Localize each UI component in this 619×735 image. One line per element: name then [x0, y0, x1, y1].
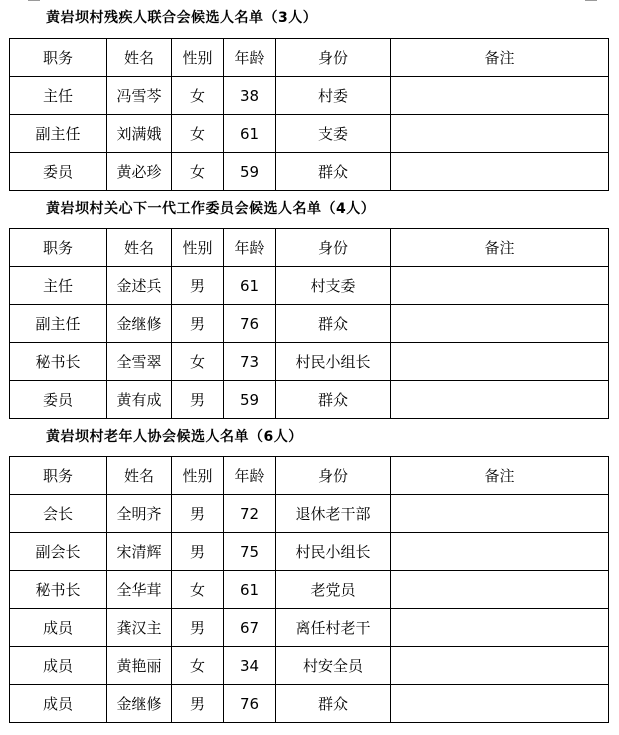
cell-position: 成员 [10, 609, 107, 647]
cell-position: 秘书长 [10, 571, 107, 609]
header-cell-gender: 性别 [172, 457, 224, 495]
cell-position: 主任 [10, 77, 107, 115]
cell-identity: 退休老干部 [276, 495, 391, 533]
cell-age: 73 [224, 343, 276, 381]
header-cell-gender: 性别 [172, 229, 224, 267]
cell-identity: 支委 [276, 115, 391, 153]
cell-name: 黄必珍 [107, 153, 172, 191]
table-row [10, 77, 609, 115]
header-cell-name: 姓名 [107, 229, 172, 267]
cell-gender: 女 [172, 115, 224, 153]
cell-identity: 群众 [276, 305, 391, 343]
cell-position: 秘书长 [10, 343, 107, 381]
cell-name: 全雪翠 [107, 343, 172, 381]
cell-identity: 村民小组长 [276, 343, 391, 381]
cell-gender: 男 [172, 533, 224, 571]
cell-name: 金继修 [107, 685, 172, 723]
cell-position: 主任 [10, 267, 107, 305]
cell-position: 副主任 [10, 305, 107, 343]
header-cell-remarks: 备注 [391, 457, 609, 495]
section-title-youth-care-committee: 黄岩坝村关心下一代工作委员会候选人名单（4人） [46, 201, 376, 217]
header-cell-identity: 身份 [276, 457, 391, 495]
table-header-row [10, 229, 609, 267]
table-row [10, 685, 609, 723]
cell-identity: 群众 [276, 381, 391, 419]
cell-remarks [391, 267, 609, 305]
cell-identity: 群众 [276, 153, 391, 191]
cell-gender: 男 [172, 495, 224, 533]
cell-remarks [391, 647, 609, 685]
table-elderly-association [9, 456, 609, 723]
header-cell-position: 职务 [10, 39, 107, 77]
table-row [10, 153, 609, 191]
cell-name: 刘满娥 [107, 115, 172, 153]
cell-position: 成员 [10, 685, 107, 723]
table-row [10, 305, 609, 343]
cell-gender: 女 [172, 343, 224, 381]
header-cell-name: 姓名 [107, 457, 172, 495]
cell-name: 全华茸 [107, 571, 172, 609]
table-row [10, 533, 609, 571]
header-cell-position: 职务 [10, 457, 107, 495]
cell-position: 会长 [10, 495, 107, 533]
table-header-row [10, 457, 609, 495]
cell-gender: 女 [172, 153, 224, 191]
table-youth-care-committee [9, 228, 609, 419]
cell-remarks [391, 609, 609, 647]
cell-gender: 男 [172, 267, 224, 305]
cell-remarks [391, 533, 609, 571]
cell-position: 副会长 [10, 533, 107, 571]
cell-gender: 男 [172, 305, 224, 343]
cell-gender: 男 [172, 609, 224, 647]
cell-identity: 村安全员 [276, 647, 391, 685]
table-row [10, 609, 609, 647]
header-cell-age: 年龄 [224, 229, 276, 267]
cell-position: 副主任 [10, 115, 107, 153]
cell-age: 76 [224, 305, 276, 343]
header-cell-age: 年龄 [224, 39, 276, 77]
cell-name: 全明齐 [107, 495, 172, 533]
table-row [10, 343, 609, 381]
cell-age: 61 [224, 115, 276, 153]
table-row [10, 267, 609, 305]
cell-age: 61 [224, 267, 276, 305]
cell-gender: 女 [172, 647, 224, 685]
table-header-row [10, 39, 609, 77]
cell-identity: 村委 [276, 77, 391, 115]
cell-name: 黄艳丽 [107, 647, 172, 685]
header-cell-position: 职务 [10, 229, 107, 267]
cell-age: 67 [224, 609, 276, 647]
cell-remarks [391, 571, 609, 609]
cell-remarks [391, 343, 609, 381]
cell-name: 金继修 [107, 305, 172, 343]
cell-age: 72 [224, 495, 276, 533]
cell-position: 委员 [10, 381, 107, 419]
cell-gender: 女 [172, 77, 224, 115]
cell-remarks [391, 381, 609, 419]
cell-remarks [391, 685, 609, 723]
page-corner-mark [28, 0, 40, 1]
cell-name: 金述兵 [107, 267, 172, 305]
cell-name: 宋清辉 [107, 533, 172, 571]
section-title-disabled-federation: 黄岩坝村残疾人联合会候选人名单（3人） [46, 10, 318, 26]
section-title-elderly-association: 黄岩坝村老年人协会候选人名单（6人） [46, 429, 303, 445]
cell-age: 34 [224, 647, 276, 685]
table-row [10, 115, 609, 153]
cell-position: 委员 [10, 153, 107, 191]
header-cell-gender: 性别 [172, 39, 224, 77]
table-row [10, 495, 609, 533]
table-disabled-federation [9, 38, 609, 191]
cell-remarks [391, 153, 609, 191]
cell-name: 冯雪芩 [107, 77, 172, 115]
cell-identity: 群众 [276, 685, 391, 723]
table-row [10, 647, 609, 685]
cell-name: 龚汉主 [107, 609, 172, 647]
header-cell-remarks: 备注 [391, 229, 609, 267]
header-cell-identity: 身份 [276, 229, 391, 267]
cell-age: 59 [224, 153, 276, 191]
cell-name: 黄有成 [107, 381, 172, 419]
header-cell-identity: 身份 [276, 39, 391, 77]
cell-position: 成员 [10, 647, 107, 685]
cell-age: 38 [224, 77, 276, 115]
cell-remarks [391, 115, 609, 153]
header-cell-remarks: 备注 [391, 39, 609, 77]
cell-identity: 离任村老干 [276, 609, 391, 647]
cell-remarks [391, 495, 609, 533]
cell-age: 76 [224, 685, 276, 723]
header-cell-age: 年龄 [224, 457, 276, 495]
cell-gender: 女 [172, 571, 224, 609]
cell-remarks [391, 305, 609, 343]
cell-gender: 男 [172, 685, 224, 723]
table-row [10, 571, 609, 609]
page-corner-mark [585, 0, 597, 1]
header-cell-name: 姓名 [107, 39, 172, 77]
cell-identity: 老党员 [276, 571, 391, 609]
table-row [10, 381, 609, 419]
cell-age: 75 [224, 533, 276, 571]
cell-age: 61 [224, 571, 276, 609]
cell-gender: 男 [172, 381, 224, 419]
cell-age: 59 [224, 381, 276, 419]
cell-identity: 村支委 [276, 267, 391, 305]
cell-remarks [391, 77, 609, 115]
cell-identity: 村民小组长 [276, 533, 391, 571]
